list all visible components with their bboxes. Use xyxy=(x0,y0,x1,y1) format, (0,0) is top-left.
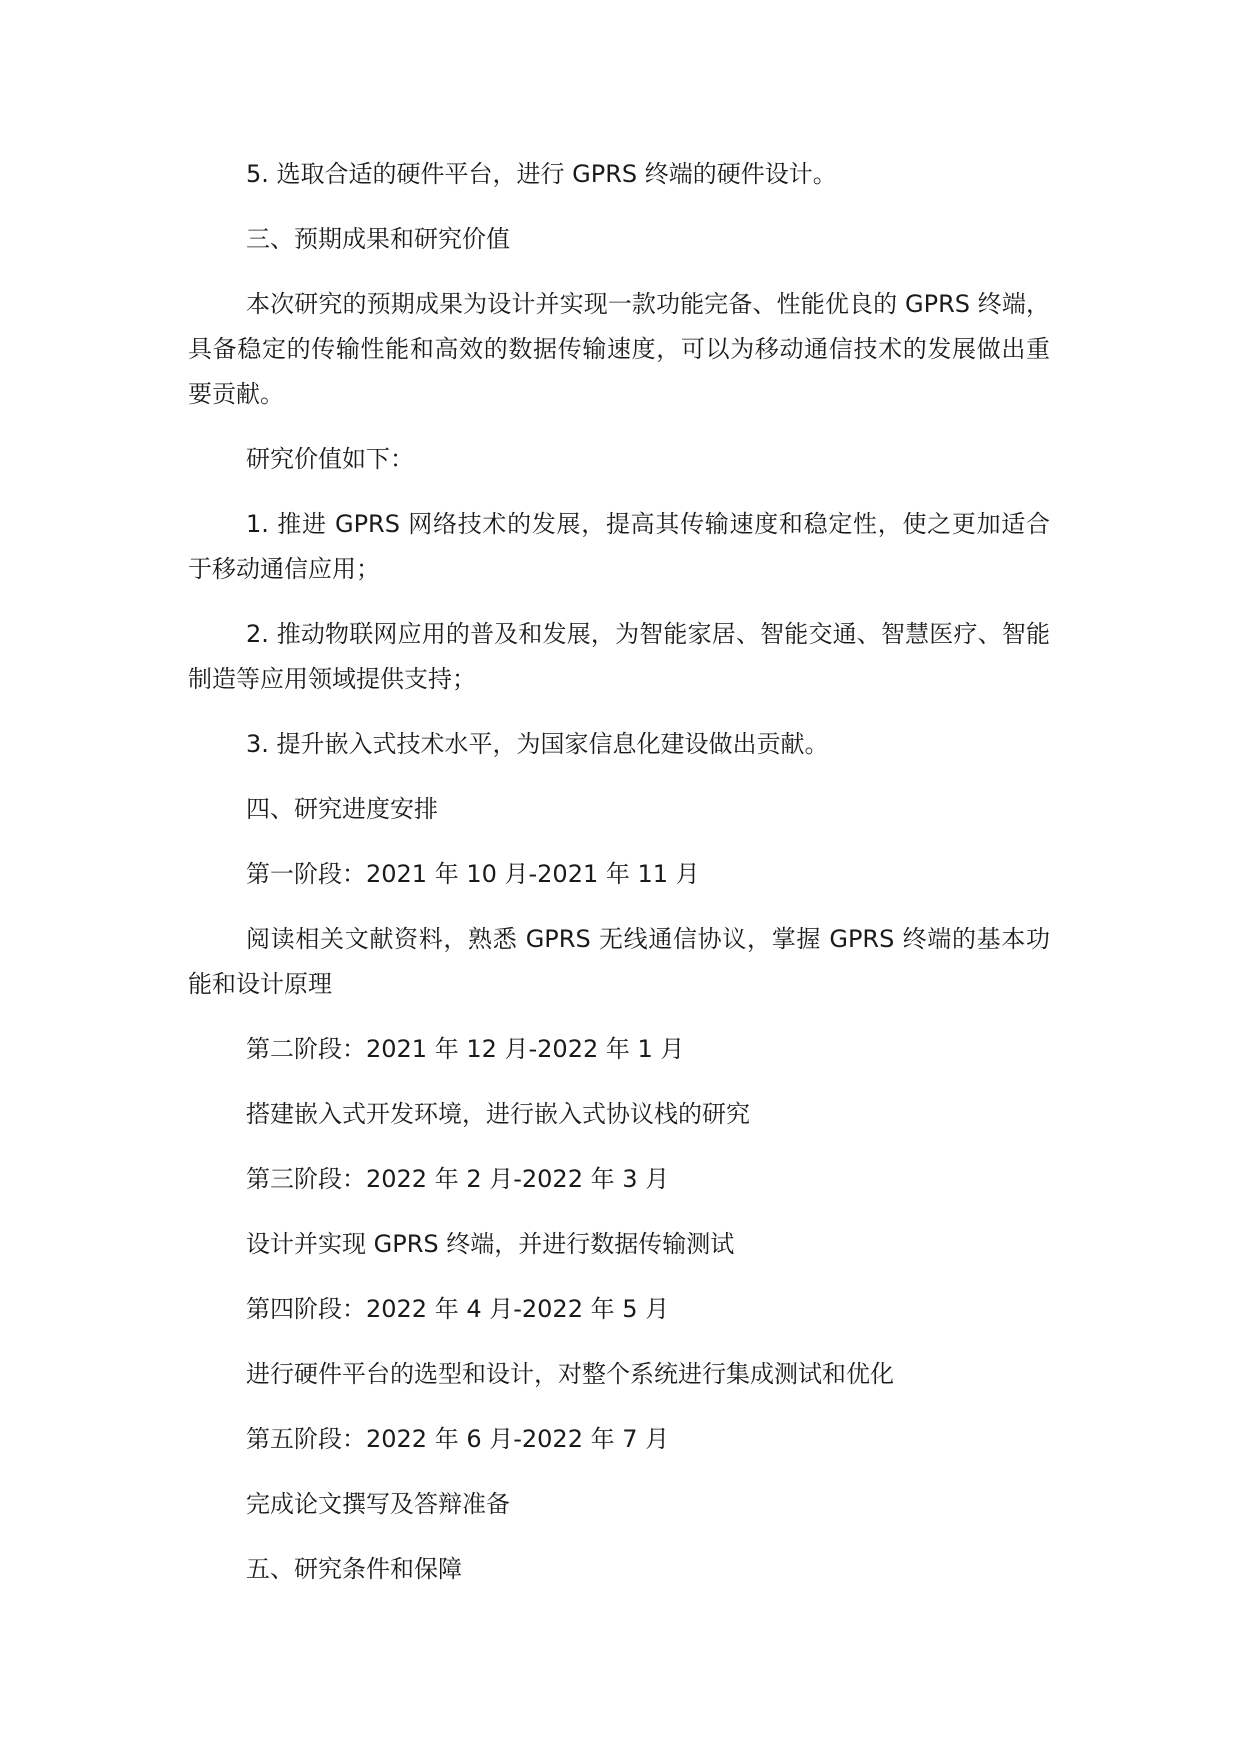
section-heading-conditions: 五、研究条件和保障 xyxy=(246,1555,462,1583)
schedule-phase-1-desc: 阅读相关文献资料，熟悉 GPRS 无线通信协议，掌握 GPRS 终端的基本功能和设计原理 xyxy=(188,925,1050,998)
schedule-phase-2-desc: 搭建嵌入式开发环境，进行嵌入式协议栈的研究 xyxy=(246,1100,750,1128)
schedule-phase-3-title: 第三阶段：2022 年 2 月-2022 年 3 月 xyxy=(246,1165,670,1193)
schedule-phase-4-title: 第四阶段：2022 年 4 月-2022 年 5 月 xyxy=(246,1295,670,1323)
section-heading-expected-results: 三、预期成果和研究价值 xyxy=(246,225,510,253)
list-item-value-1: 1. 推进 GPRS 网络技术的发展，提高其传输速度和稳定性，使之更加适合于移动通信应用； xyxy=(188,510,1050,583)
paragraph-research-value-intro: 研究价值如下： xyxy=(246,445,414,473)
list-item-value-2: 2. 推动物联网应用的普及和发展，为智能家居、智能交通、智慧医疗、智能制造等应用领域提供支持； xyxy=(188,620,1050,693)
list-item-value-3: 3. 提升嵌入式技术水平，为国家信息化建设做出贡献。 xyxy=(246,730,829,758)
schedule-phase-3-desc: 设计并实现 GPRS 终端，并进行数据传输测试 xyxy=(246,1230,735,1258)
schedule-phase-5-title: 第五阶段：2022 年 6 月-2022 年 7 月 xyxy=(246,1425,670,1453)
document-body xyxy=(188,152,1050,1612)
paragraph-expected-results: 本次研究的预期成果为设计并实现一款功能完备、性能优良的 GPRS 终端，具备稳定的传输性能和高效的数据传输速度，可以为移动通信技术的发展做出重要贡献。 xyxy=(188,290,1050,408)
schedule-phase-4-desc: 进行硬件平台的选型和设计，对整个系统进行集成测试和优化 xyxy=(246,1360,894,1388)
schedule-phase-5-desc: 完成论文撰写及答辩准备 xyxy=(246,1490,510,1518)
list-item-hardware-design: 5. 选取合适的硬件平台，进行 GPRS 终端的硬件设计。 xyxy=(246,160,837,188)
section-heading-schedule: 四、研究进度安排 xyxy=(246,795,438,823)
schedule-phase-2-title: 第二阶段：2021 年 12 月-2022 年 1 月 xyxy=(246,1035,685,1063)
schedule-phase-1-title: 第一阶段：2021 年 10 月-2021 年 11 月 xyxy=(246,860,700,888)
